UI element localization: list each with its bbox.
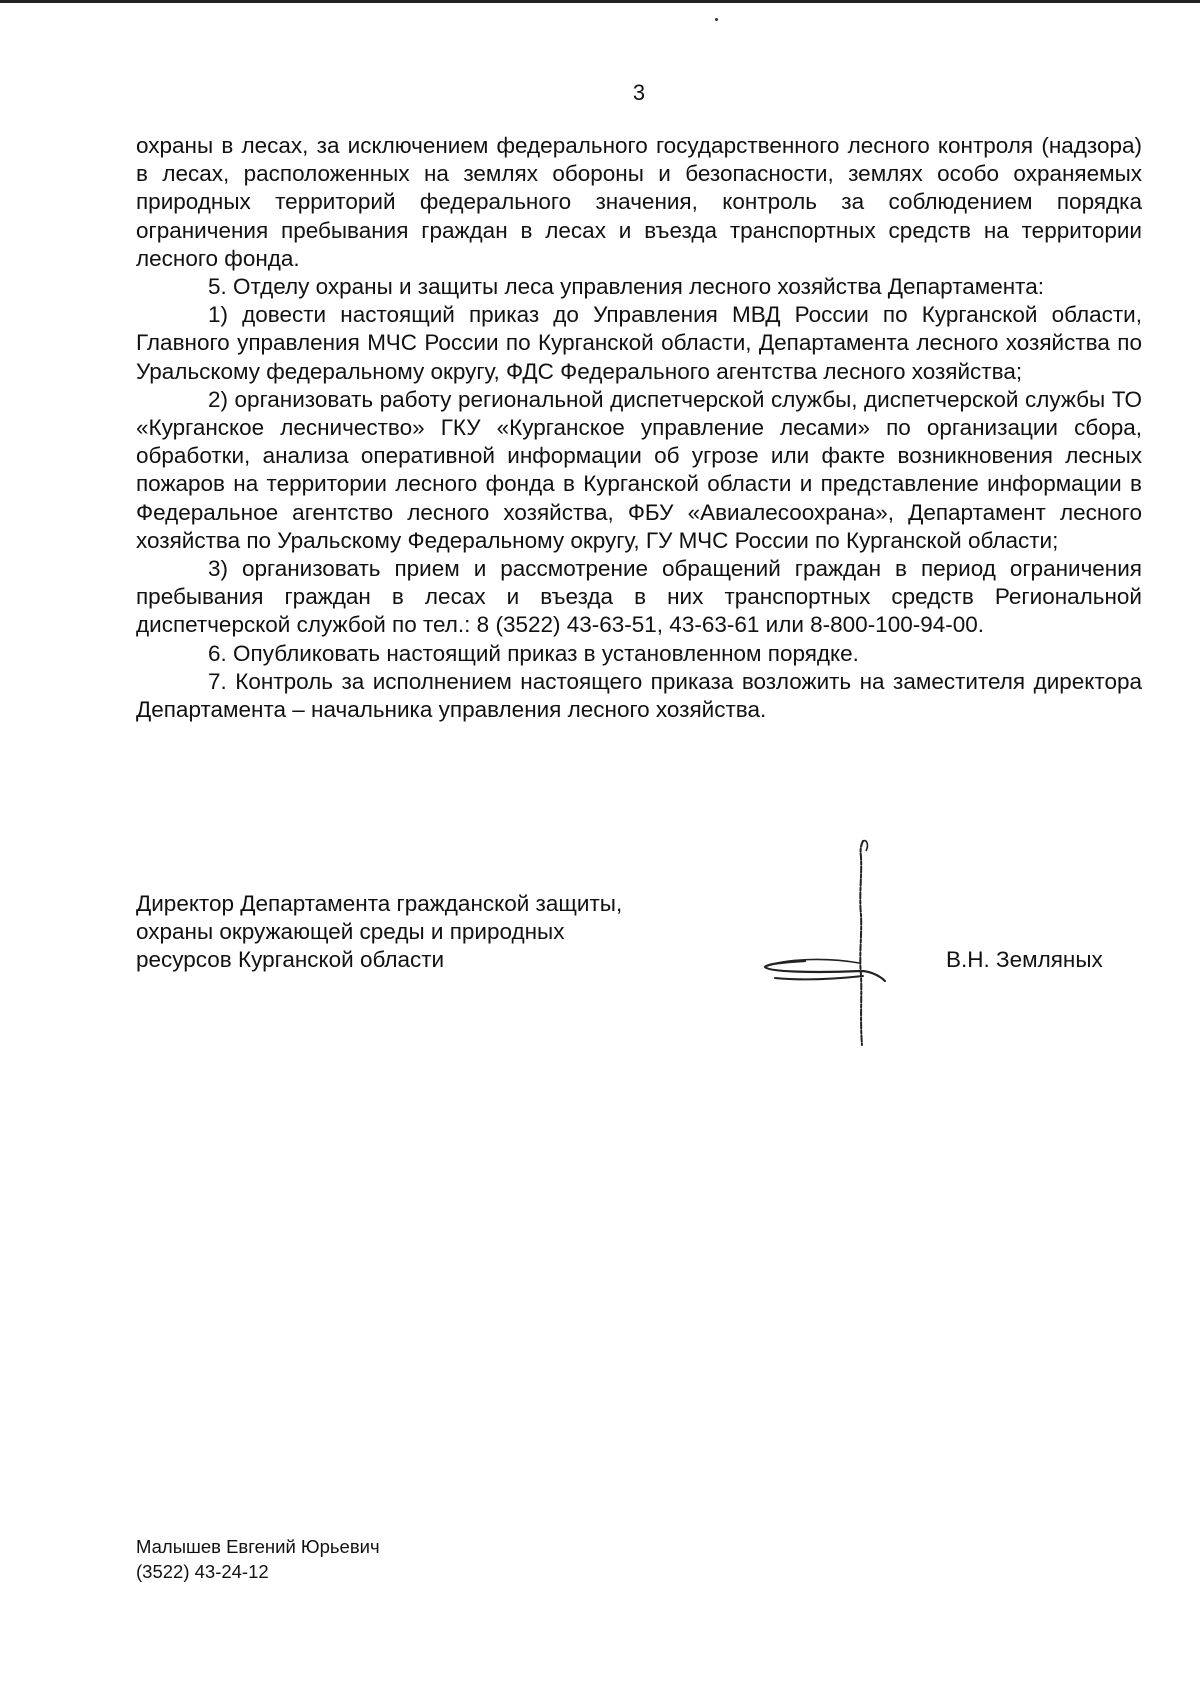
paragraph-item-6: 6. Опубликовать настоящий приказ в установленном порядке. xyxy=(208,640,859,666)
signatory-name: В.Н. Земляных xyxy=(946,947,1103,972)
signatory-title-line: охраны окружающей среды и природных xyxy=(136,919,565,944)
executor-phone: (3522) 43-24-12 xyxy=(136,1561,269,1582)
top-border xyxy=(0,0,1200,3)
handwritten-signature xyxy=(755,835,905,1050)
document-body xyxy=(136,132,1142,724)
paragraph-subitem-1: 1) довести настоящий приказ до Управления МВД России по Курганской области, Главного управления МЧС России по Курганской области, Департамента лесного хозяйства по Уральскому федеральному округу, ФДС Федерального агентства лесного хозяйства; xyxy=(136,302,1142,384)
paragraph-subitem-2: 2) организовать работу региональной диспетчерской службы, диспетчерской службы ТО «Курганское лесничество» ГКУ «Курганское управление лесами» по организации сбора, обработки, анализа оперативной информации об угрозе или факте возникновения лесных пожаров на территории лесного фонда в Курганской области и представление информации в Федеральное агентство лесного хозяйства, ФБУ «Авиалесоохрана», Департамент лесного хозяйства по Уральскому Федеральному округу, ГУ МЧС России по Курганской области; xyxy=(136,386,1142,553)
signatory-title-line: Директор Департамента гражданской защиты, xyxy=(136,891,623,916)
executor-name: Малышев Евгений Юрьевич xyxy=(136,1536,380,1557)
paragraph-continuation: охраны в лесах, за исключением федерального государственного лесного контроля (надзора) в лесах, расположенных на землях обороны и безопасности, землях особо охраняемых природных территорий федерального значения, контроль за соблюдением порядка ограничения пребывания граждан в лесах и въезда транспортных средств на территории лесного фонда. xyxy=(136,133,1142,271)
page-number: 3 xyxy=(632,80,646,105)
scan-speck xyxy=(715,18,718,21)
signatory-title-line: ресурсов Курганской области xyxy=(136,947,445,972)
paragraph-item-7: 7. Контроль за исполнением настоящего приказа возложить на заместителя директора Департамента – начальника управления лесного хозяйства. xyxy=(136,668,1142,723)
paragraph-item-5: 5. Отделу охраны и защиты леса управления лесного хозяйства Департамента: xyxy=(208,274,1044,300)
executor-contact xyxy=(136,1534,380,1584)
signatory-title xyxy=(136,890,622,974)
paragraph-subitem-3: 3) организовать прием и рассмотрение обращений граждан в период ограничения пребывания граждан в лесах и въезда в них транспортных средств Региональной диспетчерской службой по тел.: 8 (3522) 43-63-51, 43-63-61 или 8-800-100-94-00. xyxy=(136,556,1142,638)
